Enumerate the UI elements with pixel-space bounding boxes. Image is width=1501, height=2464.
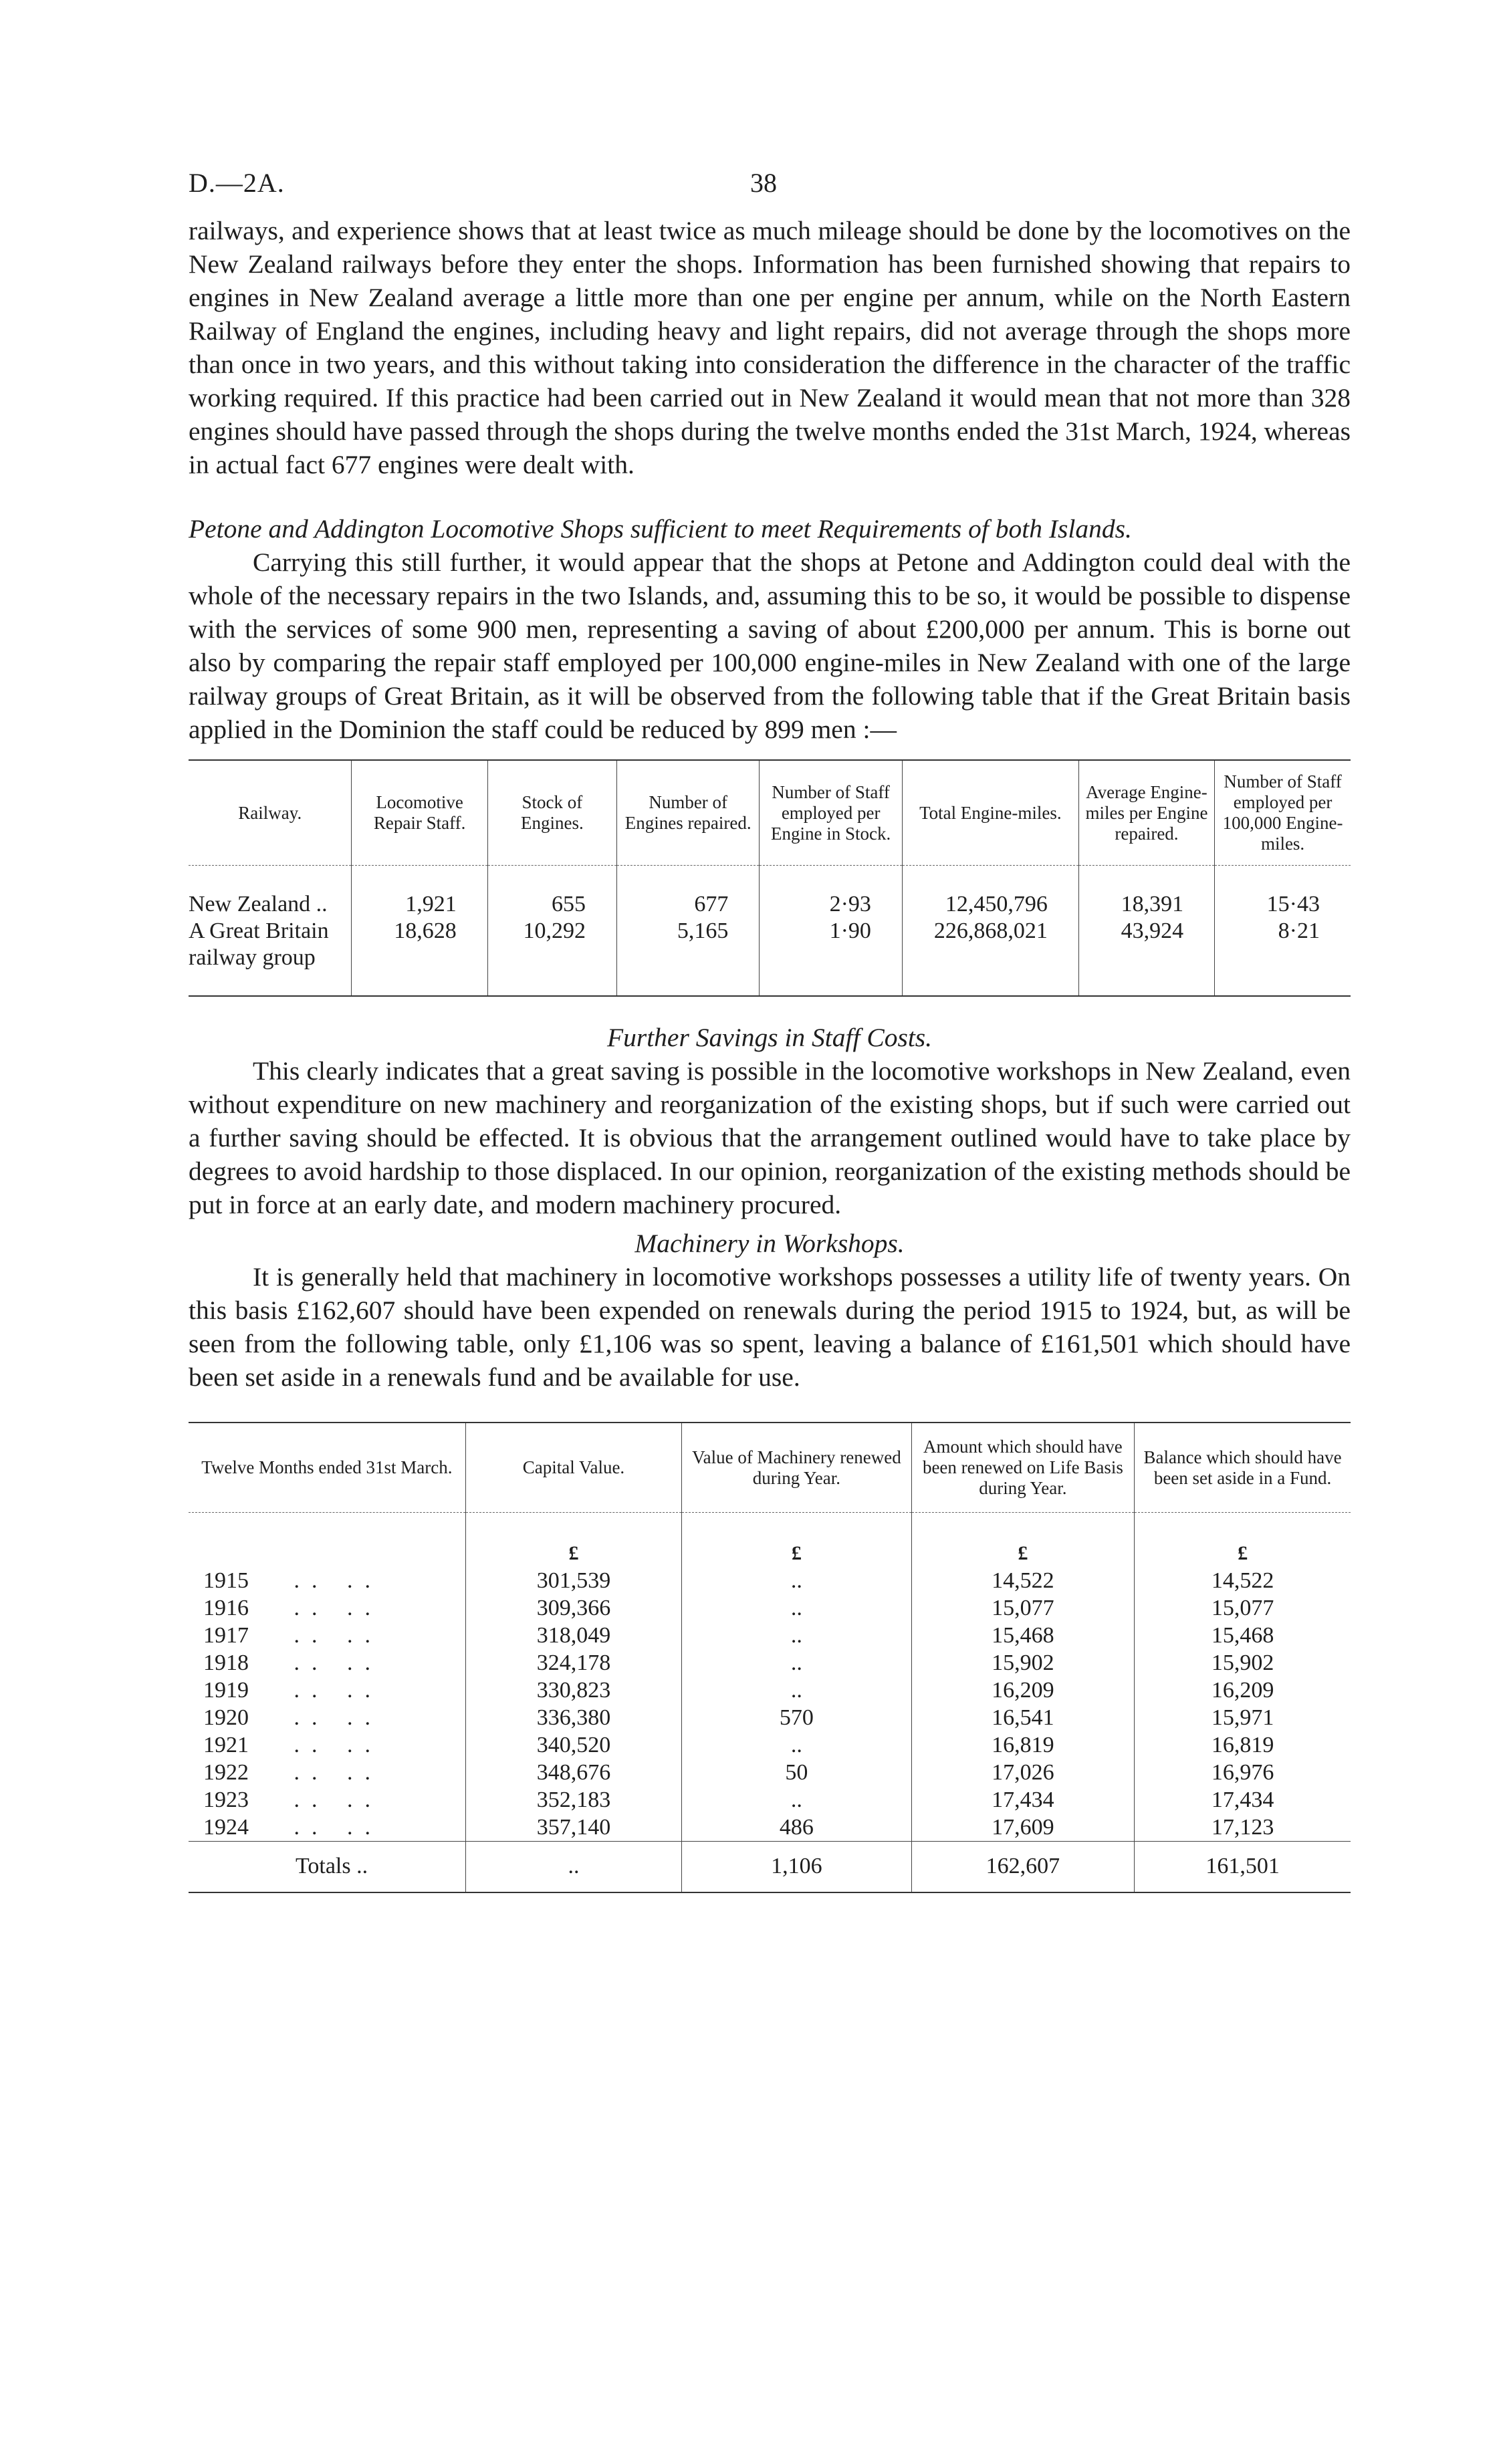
section-heading-staff-costs: Further Savings in Staff Costs. [606, 1023, 933, 1052]
cell-balance: 15,077 [1135, 1594, 1351, 1622]
cell-balance: 15,971 [1135, 1704, 1351, 1731]
cell-avg-miles: 18,391 [1078, 891, 1214, 918]
table-header-row [189, 1423, 1351, 1513]
table-header-row [189, 760, 1351, 866]
cell-repaired: 677 [616, 891, 759, 918]
cell-life-basis: 17,434 [911, 1786, 1134, 1814]
cell-machinery-renewed: .. [682, 1622, 912, 1649]
year-label: 1920 [203, 1705, 249, 1730]
cell-stock: 10,292 [487, 918, 616, 996]
cell-railway: A Great Britain railway group [189, 918, 329, 970]
cell-machinery-renewed: 50 [682, 1759, 912, 1786]
cell-balance: 16,209 [1135, 1677, 1351, 1704]
leader-dots: .. .. [294, 1568, 382, 1593]
year-label: 1916 [203, 1596, 249, 1620]
cell-capital-value: 336,380 [465, 1704, 681, 1731]
paragraph-staff-reduction: Carrying this still further, it would appear that the shops at Petone and Addington could deal with the whole of the necessary repairs in the two Islands, and, assuming this to be so, it would be possible to dispense with the services of some 900 men, representing a saving of about £200,000 per annum. This is borne out also by comparing the repair staff employed per 100,000 engine-miles in New Zealand with one of the large railway groups of Great Britain, as it will be observed from the following table that if the Great Britain basis applied in the Dominion the staff could be reduced by 899 men :— [189, 547, 1351, 744]
cell-year [189, 1677, 465, 1704]
section-heading-machinery: Machinery in Workshops. [634, 1229, 905, 1258]
cell-life-basis: 16,541 [911, 1704, 1134, 1731]
col-engine-miles: Total Engine-miles. [902, 760, 1078, 866]
table-row [189, 891, 1351, 918]
cell-life-basis: 15,902 [911, 1649, 1134, 1677]
cell-repair-staff: 18,628 [352, 918, 487, 996]
cell-machinery-renewed: .. [682, 1731, 912, 1759]
cell-capital-value: 330,823 [465, 1677, 681, 1704]
cell-life-basis: 17,609 [911, 1814, 1134, 1842]
col-stock: Stock of Engines. [487, 760, 616, 866]
cell-balance: 16,976 [1135, 1759, 1351, 1786]
cell-staff-per-engine: 1·90 [760, 918, 902, 996]
col-staff-per-100k: Number of Staff employed per 100,000 Engine-miles. [1215, 760, 1351, 866]
cell-year [189, 1731, 465, 1759]
col-repair-staff: Locomotive Repair Staff. [352, 760, 487, 866]
leader-dots: .. .. [294, 1788, 382, 1812]
leader-dots: .. .. [294, 1733, 382, 1757]
cell-engine-miles: 12,450,796 [902, 891, 1078, 918]
table-row [189, 1786, 1351, 1814]
cell-repair-staff: 1,921 [352, 891, 487, 918]
year-label: 1924 [203, 1815, 249, 1840]
cell-year [189, 1786, 465, 1814]
cell-capital-value: 301,539 [465, 1567, 681, 1594]
cell-balance: 15,468 [1135, 1622, 1351, 1649]
cell-avg-miles: 43,924 [1078, 918, 1214, 996]
year-label: 1921 [203, 1733, 249, 1757]
cell-balance: 17,123 [1135, 1814, 1351, 1842]
cell-railway: New Zealand .. [189, 892, 328, 916]
totals-life-basis: 162,607 [911, 1842, 1134, 1893]
col-life-basis: Amount which should have been renewed on Life Basis during Year. [911, 1423, 1134, 1513]
totals-capital: .. [465, 1842, 681, 1893]
section-heading-petone-addington: Petone and Addington Locomotive Shops sufficient to meet Requirements of both Islands. [189, 514, 1132, 543]
col-railway: Railway. [189, 760, 352, 866]
cell-year [189, 1594, 465, 1622]
cell-capital-value: 318,049 [465, 1622, 681, 1649]
table-row [189, 1567, 1351, 1594]
leader-dots: .. .. [294, 1815, 382, 1840]
cell-staff-per-engine: 2·93 [760, 891, 902, 918]
cell-life-basis: 14,522 [911, 1567, 1134, 1594]
currency-cell: £ [682, 1539, 912, 1567]
cell-balance: 15,902 [1135, 1649, 1351, 1677]
year-label: 1917 [203, 1623, 249, 1648]
table-row [189, 918, 1351, 996]
cell-capital-value: 340,520 [465, 1731, 681, 1759]
leader-dots: .. .. [294, 1760, 382, 1785]
cell-year [189, 1704, 465, 1731]
cell-balance: 14,522 [1135, 1567, 1351, 1594]
spacer-row [189, 866, 1351, 892]
page-number: 38 [750, 168, 777, 198]
cell-capital-value: 357,140 [465, 1814, 681, 1842]
cell-life-basis: 15,077 [911, 1594, 1134, 1622]
document-reference: D.—2A. [189, 168, 285, 198]
cell-staff-per-100k: 15·43 [1215, 891, 1351, 918]
currency-cell: £ [911, 1539, 1134, 1567]
year-label: 1923 [203, 1788, 249, 1812]
paragraph-great-saving: This clearly indicates that a great saving is possible in the locomotive workshops in New Zealand, even without expenditure on new machinery and reorganization of the existing shops, but if such were carried out a further saving should be effected. It is obvious that the arrangement outlined would have to take place by degrees to avoid hardship to those displaced. In our opinion, reorganization of the existing methods should be put in force at an early date, and modern machinery procured. [189, 1056, 1351, 1219]
year-label: 1919 [203, 1678, 249, 1703]
cell-machinery-renewed: .. [682, 1786, 912, 1814]
col-machinery-renewed: Value of Machinery renewed during Year. [682, 1423, 912, 1513]
leader-dots: .. .. [294, 1705, 382, 1730]
cell-capital-value: 352,183 [465, 1786, 681, 1814]
cell-life-basis: 16,209 [911, 1677, 1134, 1704]
totals-row [189, 1842, 1351, 1893]
currency-row [189, 1539, 1351, 1567]
leader-dots: .. .. [294, 1623, 382, 1648]
table-row [189, 1594, 1351, 1622]
totals-balance: 161,501 [1135, 1842, 1351, 1893]
table-row [189, 1677, 1351, 1704]
table-row [189, 1622, 1351, 1649]
cell-capital-value: 309,366 [465, 1594, 681, 1622]
cell-machinery-renewed: .. [682, 1567, 912, 1594]
table-row [189, 1814, 1351, 1842]
table-row [189, 1704, 1351, 1731]
cell-balance: 16,819 [1135, 1731, 1351, 1759]
col-repaired: Number of Engines repaired. [616, 760, 759, 866]
cell-year [189, 1759, 465, 1786]
col-capital-value: Capital Value. [465, 1423, 681, 1513]
paragraph-railway-mileage: railways, and experience shows that at least twice as much mileage should be done by the locomotives on the New Zealand railways before they enter the shops. Information has been furnished showing that repairs to engines in New Zealand average a little more than one per engine per annum, while on the North Eastern Railway of England the engines, including heavy and light repairs, did not average through the shops more than once in two years, and this without taking into consideration the difference in the character of the traffic working required. If this practice had been carried out in New Zealand it would mean that not more than 328 engines should have passed through the shops during the twelve months ended the 31st March, 1924, whereas in actual fact 677 engines were dealt with. [189, 216, 1351, 479]
page-header [189, 167, 1351, 214]
spacer-row [189, 1513, 1351, 1540]
cell-machinery-renewed: .. [682, 1649, 912, 1677]
cell-machinery-renewed: .. [682, 1594, 912, 1622]
table-row [189, 1649, 1351, 1677]
col-twelve-months: Twelve Months ended 31st March. [189, 1423, 465, 1513]
cell-balance: 17,434 [1135, 1786, 1351, 1814]
year-label: 1915 [203, 1568, 249, 1593]
table-row [189, 1759, 1351, 1786]
col-balance: Balance which should have been set aside in a Fund. [1135, 1423, 1351, 1513]
cell-year [189, 1814, 465, 1842]
totals-renewed: 1,106 [682, 1842, 912, 1893]
col-avg-miles: Average Engine-miles per Engine repaired. [1078, 760, 1214, 866]
leader-dots: .. .. [294, 1650, 382, 1675]
cell-year [189, 1567, 465, 1594]
machinery-renewals-table [189, 1422, 1351, 1893]
table-row [189, 1731, 1351, 1759]
cell-year [189, 1622, 465, 1649]
cell-repaired: 5,165 [616, 918, 759, 996]
paragraph-utility-life: It is generally held that machinery in locomotive workshops possesses a utility life of twenty years. On this basis £162,607 should have been expended on renewals during the period 1915 to 1924, but, as will be seen from the following table, only £1,106 was so spent, leaving a balance of £161,501 which should have been set aside in a renewals fund and be available for use. [189, 1262, 1351, 1392]
document-page [189, 167, 1351, 1893]
cell-machinery-renewed: .. [682, 1677, 912, 1704]
col-staff-per-engine: Number of Staff employed per Engine in Stock. [760, 760, 902, 866]
cell-engine-miles: 226,868,021 [902, 918, 1078, 996]
currency-cell [189, 1539, 465, 1567]
currency-cell: £ [1135, 1539, 1351, 1567]
leader-dots: .. .. [294, 1678, 382, 1703]
currency-cell: £ [465, 1539, 681, 1567]
cell-capital-value: 348,676 [465, 1759, 681, 1786]
cell-year [189, 1649, 465, 1677]
cell-life-basis: 16,819 [911, 1731, 1134, 1759]
cell-stock: 655 [487, 891, 616, 918]
cell-life-basis: 15,468 [911, 1622, 1134, 1649]
cell-machinery-renewed: 486 [682, 1814, 912, 1842]
staff-comparison-table [189, 759, 1351, 997]
totals-label: Totals .. [189, 1842, 465, 1893]
year-label: 1922 [203, 1760, 249, 1785]
cell-machinery-renewed: 570 [682, 1704, 912, 1731]
year-label: 1918 [203, 1650, 249, 1675]
cell-staff-per-100k: 8·21 [1215, 918, 1351, 996]
leader-dots: .. .. [294, 1596, 382, 1620]
cell-capital-value: 324,178 [465, 1649, 681, 1677]
cell-life-basis: 17,026 [911, 1759, 1134, 1786]
